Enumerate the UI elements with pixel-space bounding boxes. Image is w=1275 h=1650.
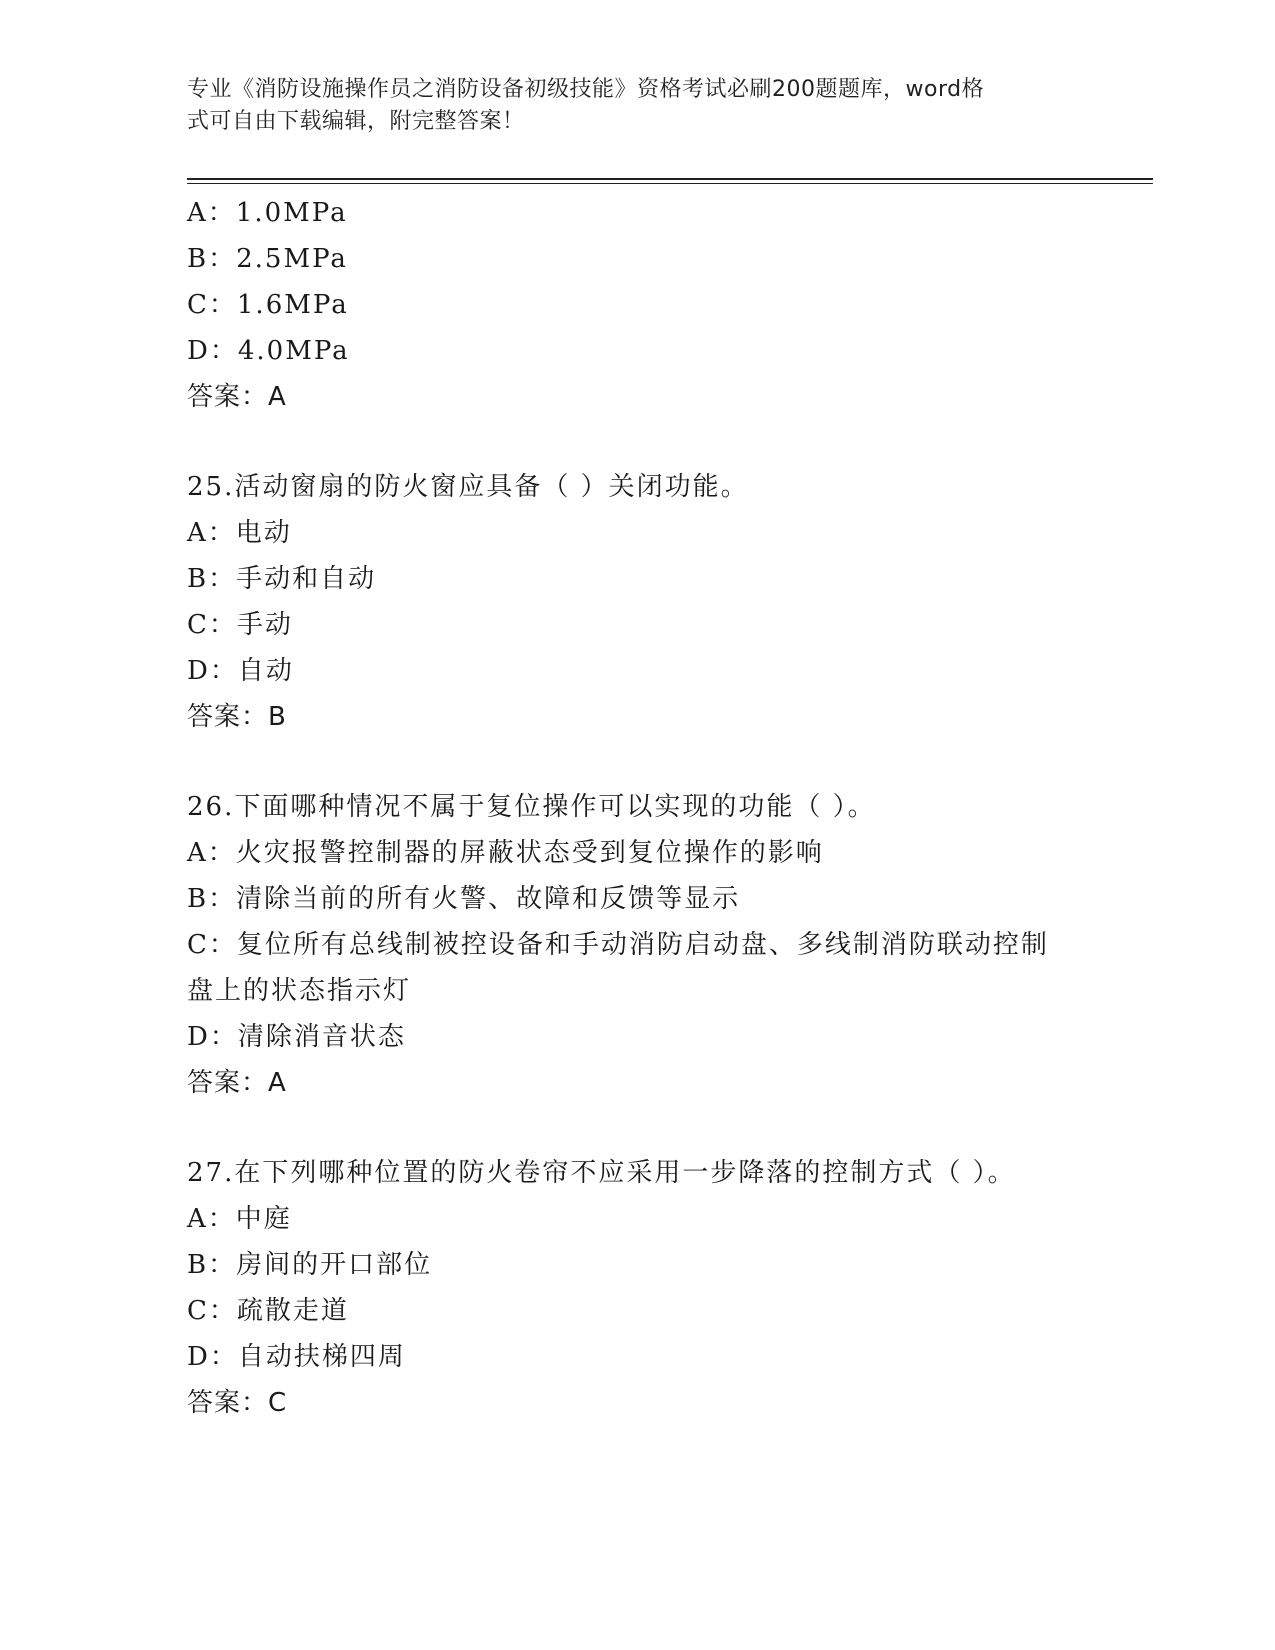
option-b: B：手动和自动 xyxy=(187,564,377,594)
answer: 答案：B xyxy=(187,702,287,732)
option-b: B：房间的开口部位 xyxy=(187,1250,433,1280)
header-line-2: 式可自由下载编辑，附完整答案！ xyxy=(187,109,525,134)
question-text: 25.活动窗扇的防火窗应具备（ ）关闭功能。 xyxy=(187,472,749,502)
option-d: D：4.0MPa xyxy=(187,336,350,366)
option-c: C：疏散走道 xyxy=(187,1296,349,1326)
question-list xyxy=(187,190,1087,1426)
option-a: A：电动 xyxy=(187,518,292,548)
option-c-continued: 盘上的状态指示灯 xyxy=(187,976,412,1006)
document-header xyxy=(187,74,1067,138)
option-b: B：清除当前的所有火警、故障和反馈等显示 xyxy=(187,884,741,914)
question-text: 27.在下列哪种位置的防火卷帘不应采用一步降落的控制方式（ ）。 xyxy=(187,1158,1016,1188)
header-divider-thick xyxy=(187,178,1153,180)
answer: 答案：A xyxy=(187,382,287,412)
header-line-1: 专业《消防设施操作员之消防设备初级技能》资格考试必刷200题题库，word格 xyxy=(187,77,985,102)
question-block-24 xyxy=(187,190,1087,420)
option-c: C：复位所有总线制被控设备和手动消防启动盘、多线制消防联动控制 xyxy=(187,930,1049,960)
question-block-27 xyxy=(187,1150,1087,1426)
question-text: 26.下面哪种情况不属于复位操作可以实现的功能（ ）。 xyxy=(187,792,876,822)
question-block-26 xyxy=(187,784,1087,1106)
option-d: D：清除消音状态 xyxy=(187,1022,406,1052)
option-b: B：2.5MPa xyxy=(187,244,348,274)
option-d: D：自动 xyxy=(187,656,294,686)
header-divider-thin xyxy=(187,183,1153,184)
option-a: A：1.0MPa xyxy=(187,198,348,228)
answer: 答案：C xyxy=(187,1388,288,1418)
option-c: C：1.6MPa xyxy=(187,290,349,320)
option-a: A：火灾报警控制器的屏蔽状态受到复位操作的影响 xyxy=(187,838,824,868)
question-block-25 xyxy=(187,464,1087,740)
option-d: D：自动扶梯四周 xyxy=(187,1342,406,1372)
option-a: A：中庭 xyxy=(187,1204,292,1234)
option-c: C：手动 xyxy=(187,610,293,640)
answer: 答案：A xyxy=(187,1068,287,1098)
